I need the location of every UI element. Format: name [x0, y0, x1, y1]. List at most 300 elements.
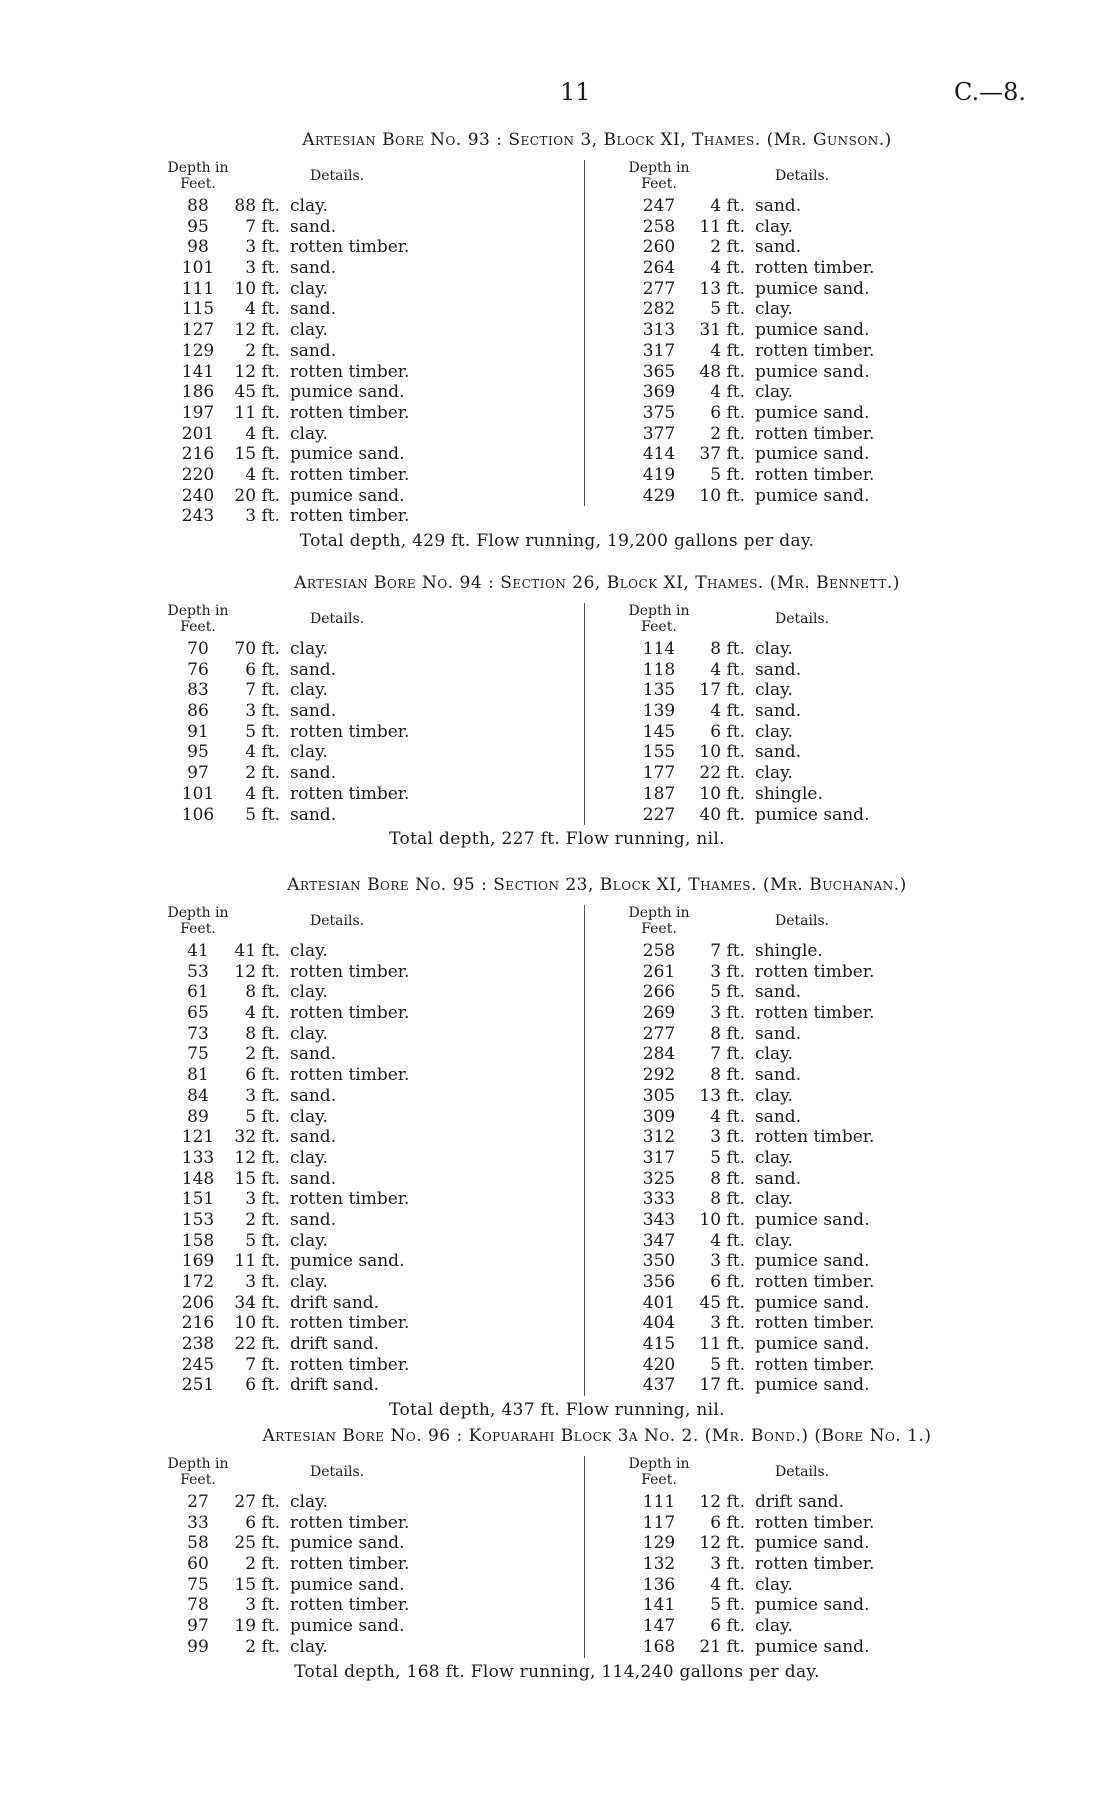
depth-cell: 365 [642, 361, 676, 382]
depth-cell: 33 [187, 1512, 209, 1533]
material-cell: sand. [290, 659, 337, 680]
depth-cell: 206 [181, 1292, 215, 1313]
material-cell: rotten timber. [290, 1354, 410, 1375]
depth-cell: 129 [181, 340, 215, 361]
strata-row [585, 1492, 1025, 1513]
strata-row [160, 742, 580, 763]
bore-section [0, 1426, 1114, 1682]
strata-row [160, 1272, 580, 1293]
depth-cell: 106 [181, 804, 215, 825]
thickness-cell: 7 ft. [245, 680, 280, 701]
material-cell: clay. [755, 1616, 793, 1637]
strata-row [160, 1492, 580, 1513]
material-cell: drift sand. [290, 1375, 380, 1396]
depth-cell: 369 [642, 382, 676, 403]
material-cell: rotten timber. [755, 464, 875, 485]
depth-cell: 155 [642, 742, 676, 763]
depth-cell: 305 [642, 1085, 676, 1106]
bore-section [0, 573, 1114, 850]
material-cell: clay. [290, 1230, 328, 1251]
thickness-cell: 3 ft. [710, 1554, 745, 1575]
strata-row [160, 1044, 580, 1065]
strata-row [585, 1107, 1025, 1128]
strata-row [160, 486, 580, 507]
bore-column-right [584, 1456, 1025, 1658]
depth-cell: 88 [187, 196, 209, 216]
strata-row [585, 1251, 1025, 1272]
strata-row [585, 444, 1025, 465]
strata-row [585, 465, 1025, 486]
material-cell: sand. [290, 1044, 337, 1065]
depth-cell: 97 [187, 763, 209, 784]
material-cell: pumice sand. [755, 485, 870, 506]
strata-row [160, 1251, 580, 1272]
material-cell: clay. [755, 763, 793, 784]
strata-row [585, 1334, 1025, 1355]
strata-row [160, 1637, 580, 1658]
details-header: Details. [310, 1464, 365, 1480]
thickness-cell: 19 ft. [234, 1616, 280, 1637]
material-cell: clay. [290, 278, 328, 299]
thickness-cell: 6 ft. [245, 659, 280, 680]
depth-cell: 139 [642, 701, 676, 722]
depth-cell: 75 [187, 1044, 209, 1065]
strata-row [160, 424, 580, 445]
strata-row [585, 1169, 1025, 1190]
depth-cell: 420 [642, 1354, 676, 1375]
depth-cell: 145 [642, 721, 676, 742]
depth-header: Depth in Feet. [167, 160, 229, 192]
material-cell: clay. [755, 1147, 793, 1168]
thickness-cell: 11 ft. [699, 1334, 745, 1355]
material-cell: rotten timber. [755, 1272, 875, 1292]
bore-summary: Total depth, 437 ft. Flow running, nil. [389, 1400, 725, 1421]
material-cell: pumice sand. [755, 1334, 870, 1355]
strata-row [585, 722, 1025, 743]
thickness-cell: 17 ft. [699, 680, 745, 701]
column-header [585, 1456, 1025, 1492]
depth-cell: 84 [187, 1085, 209, 1106]
details-header: Details. [775, 913, 830, 929]
strata-row [585, 320, 1025, 341]
page-number: 11 [560, 78, 591, 106]
thickness-cell: 20 ft. [234, 485, 280, 506]
bore-column-right [584, 603, 1025, 825]
material-cell: sand. [755, 1023, 802, 1044]
material-cell: sand. [290, 1209, 337, 1230]
strata-row [585, 1637, 1025, 1658]
thickness-cell: 10 ft. [699, 485, 745, 506]
depth-cell: 60 [187, 1554, 209, 1575]
strata-row [160, 1107, 580, 1128]
thickness-cell: 8 ft. [710, 1189, 745, 1210]
strata-row [585, 382, 1025, 403]
thickness-cell: 5 ft. [710, 1595, 745, 1616]
depth-cell: 172 [181, 1272, 215, 1292]
material-cell: rotten timber. [290, 961, 410, 982]
strata-row [585, 1003, 1025, 1024]
column-header [160, 905, 580, 941]
thickness-cell: 10 ft. [699, 742, 745, 763]
material-cell: sand. [755, 982, 802, 1003]
strata-row [160, 237, 580, 258]
thickness-cell: 4 ft. [710, 1230, 745, 1251]
depth-header: Depth in Feet. [628, 1456, 690, 1488]
depth-cell: 277 [642, 1023, 676, 1044]
strata-row [160, 444, 580, 465]
depth-cell: 95 [187, 216, 209, 237]
thickness-cell: 4 ft. [710, 701, 745, 722]
thickness-cell: 5 ft. [245, 804, 280, 825]
material-cell: clay. [290, 1023, 328, 1044]
strata-row [585, 196, 1025, 217]
strata-row [160, 320, 580, 341]
depth-cell: 238 [181, 1334, 215, 1355]
thickness-cell: 8 ft. [245, 1023, 280, 1044]
thickness-cell: 2 ft. [245, 763, 280, 784]
material-cell: sand. [290, 216, 337, 237]
depth-cell: 65 [187, 1003, 209, 1024]
depth-cell: 97 [187, 1616, 209, 1637]
strata-row [160, 258, 580, 279]
material-cell: clay. [290, 423, 328, 444]
material-cell: rotten timber. [290, 402, 410, 423]
depth-cell: 401 [642, 1292, 676, 1313]
depth-cell: 277 [642, 278, 676, 299]
column-header [585, 603, 1025, 639]
bore-section [0, 875, 1114, 1421]
thickness-cell: 7 ft. [245, 216, 280, 237]
strata-row [585, 362, 1025, 383]
depth-cell: 266 [642, 982, 676, 1003]
material-cell: sand. [290, 299, 337, 320]
material-cell: clay. [755, 1230, 793, 1251]
bore-column-left [160, 160, 580, 527]
depth-cell: 414 [642, 444, 676, 465]
depth-cell: 309 [642, 1106, 676, 1127]
thickness-cell: 5 ft. [245, 1106, 280, 1127]
strata-row [160, 1554, 580, 1575]
strata-row [160, 1575, 580, 1596]
strata-row [585, 1355, 1025, 1376]
strata-row [160, 701, 580, 722]
depth-cell: 186 [181, 382, 215, 403]
material-cell: sand. [290, 1127, 337, 1148]
depth-cell: 141 [642, 1595, 676, 1616]
material-cell: pumice sand. [755, 320, 870, 341]
thickness-cell: 41 ft. [234, 941, 280, 961]
thickness-cell: 2 ft. [710, 423, 745, 444]
thickness-cell: 10 ft. [699, 1209, 745, 1230]
depth-cell: 216 [181, 444, 215, 465]
material-cell: clay. [290, 639, 328, 659]
depth-cell: 317 [642, 340, 676, 361]
strata-row [585, 1595, 1025, 1616]
strata-row [585, 1293, 1025, 1314]
strata-row [585, 1533, 1025, 1554]
thickness-cell: 22 ft. [234, 1334, 280, 1355]
column-header [160, 1456, 580, 1492]
thickness-cell: 12 ft. [234, 1147, 280, 1168]
strata-row [160, 805, 580, 826]
material-cell: clay. [755, 1085, 793, 1106]
material-cell: rotten timber. [290, 1595, 410, 1616]
thickness-cell: 3 ft. [245, 1595, 280, 1616]
depth-cell: 313 [642, 320, 676, 341]
depth-cell: 132 [642, 1554, 676, 1575]
depth-cell: 58 [187, 1533, 209, 1554]
depth-cell: 147 [642, 1616, 676, 1637]
material-cell: sand. [755, 1106, 802, 1127]
depth-cell: 98 [187, 237, 209, 258]
thickness-cell: 4 ft. [710, 1106, 745, 1127]
thickness-cell: 4 ft. [245, 1003, 280, 1024]
material-cell: clay. [290, 320, 328, 341]
strata-row [160, 660, 580, 681]
depth-cell: 317 [642, 1147, 676, 1168]
thickness-cell: 48 ft. [699, 361, 745, 382]
strata-row [160, 1375, 580, 1396]
depth-header: Depth in Feet. [628, 160, 690, 192]
thickness-cell: 2 ft. [245, 340, 280, 361]
thickness-cell: 3 ft. [245, 237, 280, 258]
strata-row [585, 341, 1025, 362]
strata-row [585, 486, 1025, 507]
thickness-cell: 6 ft. [710, 1616, 745, 1637]
material-cell: clay. [290, 196, 328, 216]
depth-cell: 148 [181, 1168, 215, 1189]
document-reference: C.—8. [953, 78, 1026, 106]
thickness-cell: 12 ft. [234, 361, 280, 382]
strata-row [585, 1148, 1025, 1169]
material-cell: pumice sand. [755, 278, 870, 299]
thickness-cell: 6 ft. [710, 402, 745, 423]
material-cell: pumice sand. [290, 444, 405, 465]
depth-cell: 81 [187, 1065, 209, 1086]
strata-row [585, 424, 1025, 445]
depth-cell: 325 [642, 1168, 676, 1189]
material-cell: clay. [755, 1189, 793, 1210]
depth-cell: 78 [187, 1595, 209, 1616]
material-cell: rotten timber. [290, 1512, 410, 1533]
depth-cell: 83 [187, 680, 209, 701]
strata-row [585, 1189, 1025, 1210]
material-cell: clay. [755, 1574, 793, 1595]
depth-header: Depth in Feet. [628, 905, 690, 937]
material-cell: pumice sand. [290, 1616, 405, 1637]
thickness-cell: 4 ft. [245, 742, 280, 763]
depth-cell: 111 [181, 278, 215, 299]
strata-row [160, 1616, 580, 1637]
material-cell: rotten timber. [755, 1512, 875, 1533]
thickness-cell: 32 ft. [234, 1127, 280, 1148]
depth-cell: 86 [187, 701, 209, 722]
thickness-cell: 3 ft. [710, 961, 745, 982]
thickness-cell: 7 ft. [710, 1044, 745, 1065]
strata-row [160, 1024, 580, 1045]
strata-row [585, 660, 1025, 681]
depth-header: Depth in Feet. [628, 603, 690, 635]
material-cell: rotten timber. [290, 361, 410, 382]
thickness-cell: 21 ft. [699, 1636, 745, 1657]
bore-title: Artesian Bore No. 95 : Section 23, Block XI, Thames. (Mr. Buchanan.) [287, 875, 907, 895]
thickness-cell: 13 ft. [699, 1085, 745, 1106]
thickness-cell: 3 ft. [245, 506, 280, 527]
material-cell: pumice sand. [755, 1533, 870, 1554]
material-cell: sand. [755, 237, 802, 258]
thickness-cell: 17 ft. [699, 1375, 745, 1396]
strata-row [585, 941, 1025, 962]
thickness-cell: 3 ft. [245, 1085, 280, 1106]
strata-row [585, 701, 1025, 722]
material-cell: clay. [755, 639, 793, 659]
thickness-cell: 5 ft. [710, 1354, 745, 1375]
depth-cell: 343 [642, 1209, 676, 1230]
strata-row [585, 1272, 1025, 1293]
thickness-cell: 34 ft. [234, 1292, 280, 1313]
bore-summary: Total depth, 429 ft. Flow running, 19,200 gallons per day. [299, 531, 815, 552]
depth-cell: 375 [642, 402, 676, 423]
thickness-cell: 40 ft. [699, 804, 745, 825]
material-cell: pumice sand. [755, 1375, 870, 1396]
thickness-cell: 6 ft. [710, 1512, 745, 1533]
bore-title: Artesian Bore No. 94 : Section 26, Block XI, Thames. (Mr. Bennett.) [294, 573, 900, 593]
depth-cell: 99 [187, 1636, 209, 1657]
thickness-cell: 10 ft. [234, 278, 280, 299]
material-cell: clay. [290, 680, 328, 701]
depth-cell: 269 [642, 1003, 676, 1024]
material-cell: rotten timber. [755, 1127, 875, 1148]
material-cell: clay. [755, 721, 793, 742]
material-cell: pumice sand. [755, 1636, 870, 1657]
depth-cell: 216 [181, 1313, 215, 1334]
thickness-cell: 11 ft. [699, 216, 745, 237]
thickness-cell: 45 ft. [699, 1292, 745, 1313]
material-cell: pumice sand. [755, 804, 870, 825]
depth-cell: 121 [181, 1127, 215, 1148]
material-cell: pumice sand. [755, 1595, 870, 1616]
depth-cell: 312 [642, 1127, 676, 1148]
material-cell: clay. [290, 742, 328, 763]
strata-row [585, 1024, 1025, 1045]
thickness-cell: 3 ft. [245, 1272, 280, 1292]
material-cell: pumice sand. [290, 485, 405, 506]
strata-row [160, 962, 580, 983]
thickness-cell: 7 ft. [710, 941, 745, 961]
bore-column-left [160, 603, 580, 825]
thickness-cell: 8 ft. [245, 982, 280, 1003]
material-cell: rotten timber. [755, 961, 875, 982]
depth-cell: 251 [181, 1375, 215, 1396]
strata-row [160, 299, 580, 320]
thickness-cell: 27 ft. [234, 1492, 280, 1512]
material-cell: rotten timber. [290, 783, 410, 804]
strata-row [160, 1148, 580, 1169]
thickness-cell: 45 ft. [234, 382, 280, 403]
material-cell: rotten timber. [290, 721, 410, 742]
material-cell: sand. [755, 701, 802, 722]
depth-cell: 258 [642, 941, 676, 961]
thickness-cell: 70 ft. [234, 639, 280, 659]
thickness-cell: 13 ft. [699, 278, 745, 299]
strata-row [160, 680, 580, 701]
strata-row [585, 1065, 1025, 1086]
strata-row [585, 805, 1025, 826]
depth-cell: 129 [642, 1533, 676, 1554]
details-header: Details. [310, 913, 365, 929]
thickness-cell: 25 ft. [234, 1533, 280, 1554]
strata-row [585, 1231, 1025, 1252]
material-cell: sand. [755, 1168, 802, 1189]
material-cell: pumice sand. [290, 1533, 405, 1554]
strata-row [585, 784, 1025, 805]
bore-section [0, 130, 1114, 552]
thickness-cell: 8 ft. [710, 1065, 745, 1086]
material-cell: sand. [290, 1168, 337, 1189]
strata-row [585, 258, 1025, 279]
thickness-cell: 22 ft. [699, 763, 745, 784]
thickness-cell: 4 ft. [710, 659, 745, 680]
thickness-cell: 8 ft. [710, 1023, 745, 1044]
material-cell: rotten timber. [755, 1554, 875, 1575]
material-cell: pumice sand. [755, 1209, 870, 1230]
strata-row [160, 1513, 580, 1534]
depth-cell: 260 [642, 237, 676, 258]
strata-row [585, 1554, 1025, 1575]
depth-cell: 284 [642, 1044, 676, 1065]
depth-cell: 169 [181, 1251, 215, 1272]
material-cell: rotten timber. [290, 1554, 410, 1575]
material-cell: clay. [755, 382, 793, 403]
strata-row [585, 742, 1025, 763]
strata-row [160, 982, 580, 1003]
depth-header: Depth in Feet. [167, 1456, 229, 1488]
thickness-cell: 8 ft. [710, 639, 745, 659]
thickness-cell: 2 ft. [245, 1209, 280, 1230]
material-cell: pumice sand. [290, 1251, 405, 1272]
material-cell: sand. [755, 659, 802, 680]
thickness-cell: 4 ft. [710, 196, 745, 216]
strata-row [160, 1334, 580, 1355]
depth-cell: 245 [181, 1354, 215, 1375]
depth-cell: 27 [187, 1492, 209, 1512]
details-header: Details. [310, 611, 365, 627]
material-cell: rotten timber. [755, 1354, 875, 1375]
depth-cell: 243 [181, 506, 215, 527]
depth-cell: 264 [642, 258, 676, 279]
material-cell: pumice sand. [755, 361, 870, 382]
thickness-cell: 10 ft. [699, 783, 745, 804]
details-header: Details. [775, 1464, 830, 1480]
bore-summary: Total depth, 227 ft. Flow running, nil. [389, 829, 725, 850]
strata-row [160, 279, 580, 300]
depth-cell: 261 [642, 961, 676, 982]
depth-cell: 73 [187, 1023, 209, 1044]
depth-cell: 101 [181, 258, 215, 279]
depth-cell: 415 [642, 1334, 676, 1355]
strata-row [585, 1210, 1025, 1231]
depth-cell: 91 [187, 721, 209, 742]
material-cell: rotten timber. [290, 1189, 410, 1210]
depth-cell: 141 [181, 361, 215, 382]
strata-row [585, 1513, 1025, 1534]
depth-cell: 76 [187, 659, 209, 680]
strata-row [160, 784, 580, 805]
strata-row [585, 1375, 1025, 1396]
material-cell: sand. [290, 804, 337, 825]
thickness-cell: 12 ft. [234, 320, 280, 341]
bore-summary: Total depth, 168 ft. Flow running, 114,240 gallons per day. [294, 1661, 820, 1682]
